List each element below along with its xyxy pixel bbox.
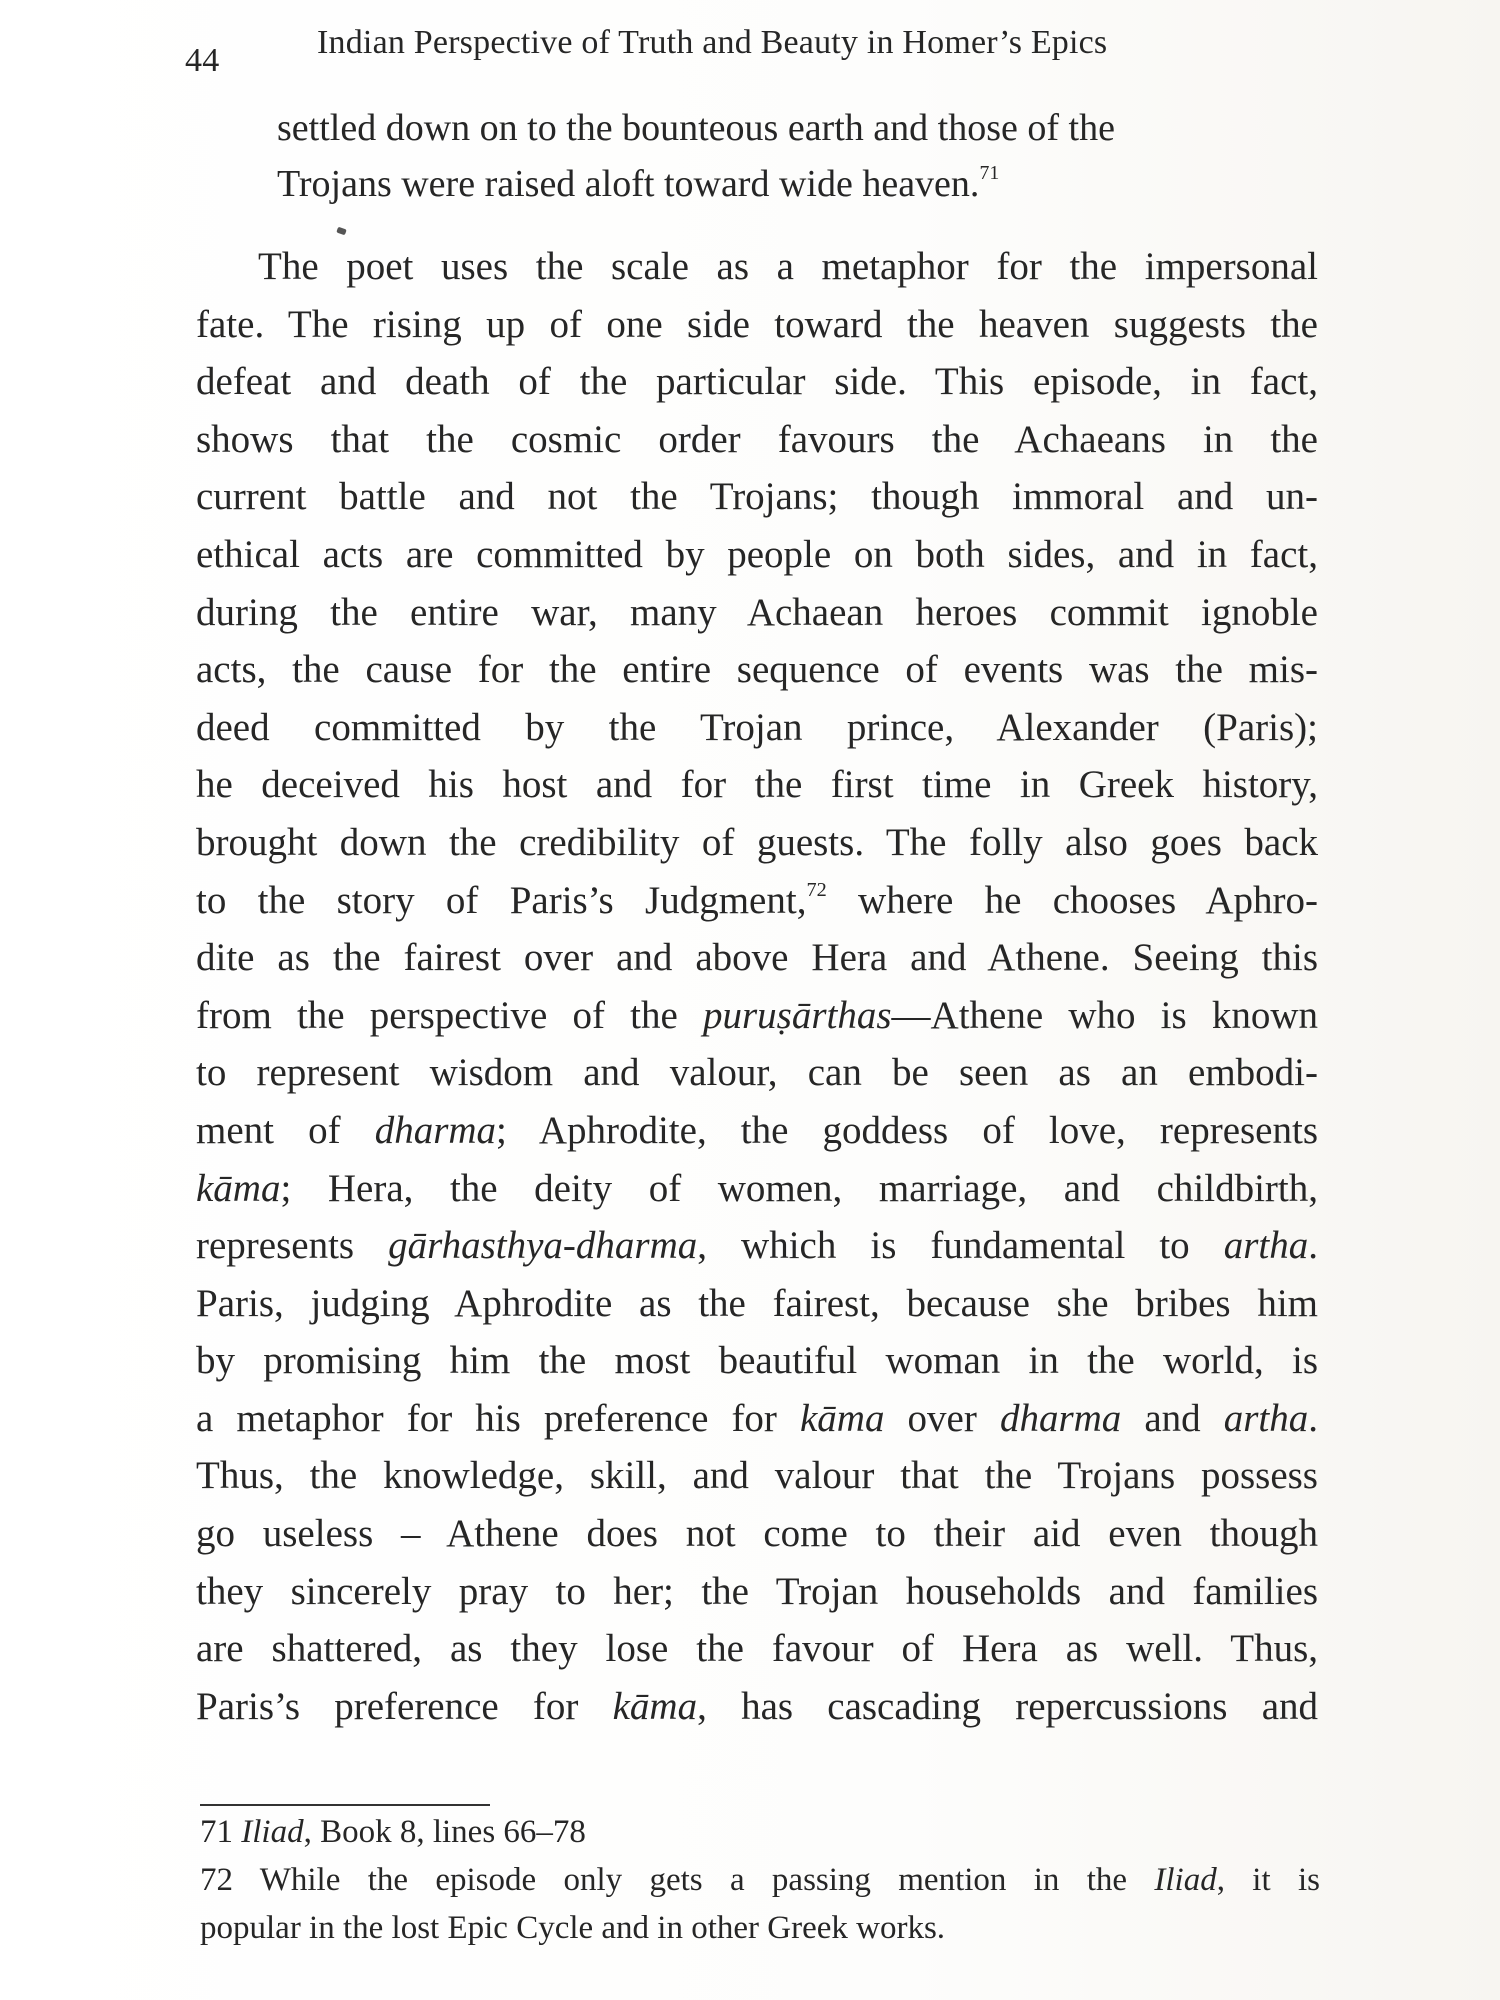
text-run: ; Hera, the deity of women, marriage, and childbirth, <box>280 1166 1318 1210</box>
italic-term: gārhasthya-dharma <box>388 1224 698 1268</box>
paragraph-line: he deceived his host and for the first time in Greek history, <box>196 763 1318 807</box>
block-quote <box>277 100 1277 212</box>
ink-speck <box>336 227 347 236</box>
text-run: , which is fundamental to <box>697 1224 1224 1268</box>
text-run: where he chooses Aphro- <box>826 878 1319 922</box>
paragraph-line: they sincerely pray to her; the Trojan households and families <box>196 1569 1318 1613</box>
footnote-text: , it is <box>1216 1862 1320 1898</box>
paragraph-line: defeat and death of the particular side. This episode, in fact, <box>196 360 1318 404</box>
italic-term: artha <box>1223 1396 1309 1440</box>
italic-term: Iliad <box>241 1814 304 1850</box>
paragraph-line <box>196 872 1318 930</box>
paragraph-line: acts, the cause for the entire sequence of events was the mis- <box>196 648 1318 692</box>
footnote-71 <box>200 1808 1320 1856</box>
text-run: ment of <box>196 1108 375 1152</box>
paragraph-line <box>196 987 1318 1045</box>
italic-term: dharma <box>374 1108 497 1152</box>
footnotes <box>200 1808 1320 1952</box>
footnote-number: 71 <box>200 1814 242 1850</box>
footnote-ref-72[interactable]: 72 <box>806 878 827 901</box>
quote-line <box>277 156 1277 212</box>
paragraph-line: deed committed by the Trojan prince, Alexander (Paris); <box>196 705 1318 749</box>
paragraph-line: current battle and not the Trojans; though immoral and un- <box>196 475 1318 519</box>
text-run: —Athene who is known <box>891 993 1318 1037</box>
text-run: and <box>1121 1396 1224 1440</box>
footnote-72-continued: popular in the lost Epic Cycle and in other Greek works. <box>200 1910 946 1946</box>
paragraph-line: shows that the cosmic order favours the Achaeans in the <box>196 417 1318 461</box>
footnote-text: While the episode only gets a passing mention in the <box>259 1862 1155 1898</box>
running-title: Indian Perspective of Truth and Beauty in Homer’s Epics <box>317 24 1108 61</box>
quote-line: settled down on to the bounteous earth and those of the <box>277 107 1115 149</box>
text-run: , has cascading repercussions and <box>697 1684 1319 1728</box>
italic-term: Iliad <box>1154 1862 1217 1898</box>
paragraph-line <box>196 1678 1318 1736</box>
paragraph-line: dite as the fairest over and above Hera and Athene. Seeing this <box>196 936 1318 980</box>
quote-text: Trojans were raised aloft toward wide heaven. <box>277 163 980 205</box>
paragraph-line: to represent wisdom and valour, can be seen as an embodi- <box>196 1051 1318 1095</box>
italic-term: dharma <box>999 1396 1122 1440</box>
footnote-divider <box>200 1804 490 1806</box>
footnote-text: , Book 8, lines 66–78 <box>303 1814 586 1850</box>
italic-term: kāma <box>800 1396 885 1440</box>
footnote-72 <box>200 1856 1320 1904</box>
italic-term: puruṣārthas <box>702 993 892 1037</box>
text-run: . <box>1308 1396 1319 1440</box>
paragraph-line <box>196 1390 1318 1448</box>
text-run: to the story of Paris’s Judgment, <box>196 878 807 922</box>
paragraph-line: Paris, judging Aphrodite as the fairest, because she bribes him <box>196 1281 1318 1325</box>
text-run: from the perspective of the <box>196 993 703 1037</box>
body-paragraph <box>196 238 1318 1735</box>
italic-term: artha <box>1223 1224 1309 1268</box>
text-run: Paris’s preference for <box>196 1684 613 1728</box>
paragraph-line: are shattered, as they lose the favour of Hera as well. Thus, <box>196 1627 1318 1671</box>
running-header <box>185 20 1320 79</box>
paragraph-line: go useless – Athene does not come to their aid even though <box>196 1512 1318 1556</box>
text-run: a metaphor for his preference for <box>196 1396 800 1440</box>
paragraph-line <box>196 1102 1318 1160</box>
text-run: represents <box>196 1224 389 1268</box>
paragraph-line: brought down the credibility of guests. The folly also goes back <box>196 820 1318 864</box>
footnote-ref-71[interactable]: 71 <box>979 162 1000 185</box>
paragraph-line: during the entire war, many Achaean heroes commit ignoble <box>196 590 1318 634</box>
italic-term: kāma <box>196 1166 281 1210</box>
text-run: . <box>1308 1224 1318 1268</box>
footnote-number: 72 <box>200 1862 260 1898</box>
text-run: over <box>884 1396 1000 1440</box>
paragraph-line: fate. The rising up of one side toward the heaven suggests the <box>196 302 1318 346</box>
italic-term: kāma <box>612 1684 698 1728</box>
text-run: ; Aphrodite, the goddess of love, represents <box>496 1108 1319 1152</box>
paragraph-line <box>196 1217 1318 1275</box>
paragraph-line: by promising him the most beautiful woman in the world, is <box>196 1339 1318 1383</box>
page-number: 44 <box>185 42 220 79</box>
paragraph-line <box>196 1160 1318 1218</box>
paragraph-line: The poet uses the scale as a metaphor for the impersonal <box>258 245 1318 288</box>
paragraph-line: ethical acts are committed by people on both sides, and in fact, <box>196 532 1318 576</box>
paragraph-line: Thus, the knowledge, skill, and valour that the Trojans possess <box>196 1454 1318 1498</box>
